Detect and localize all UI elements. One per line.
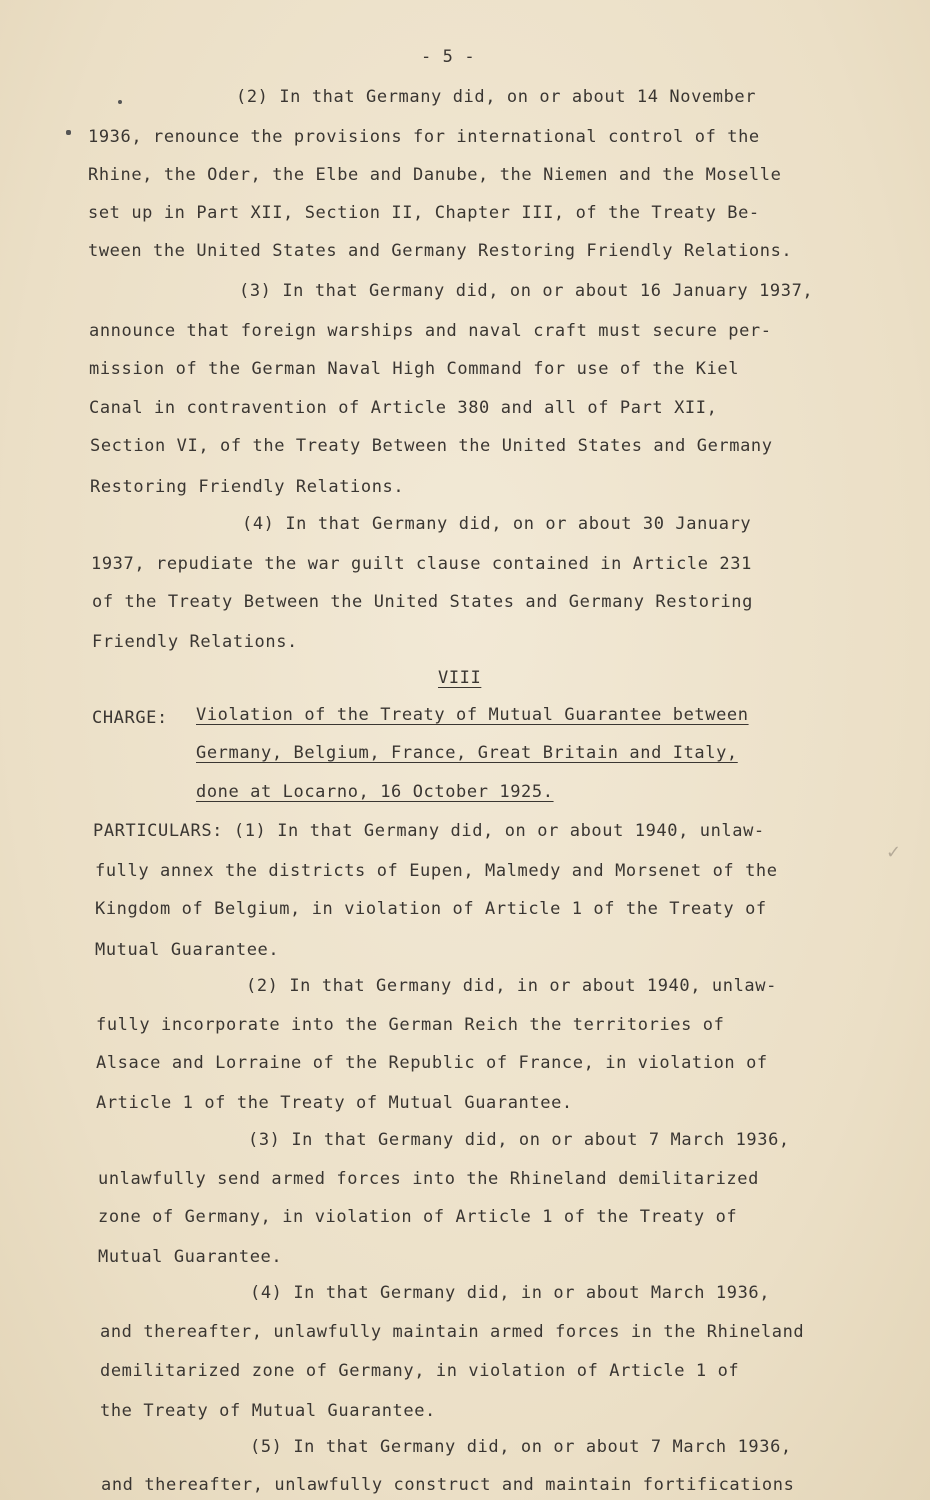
text-line: (5) In that Germany did, on or about 7 March 1936,: [250, 1437, 792, 1457]
text-line: (2) In that Germany did, in or about 1940, unlaw-: [246, 976, 777, 996]
check-mark-icon: ✓: [886, 842, 902, 863]
page-number: - 5 -: [421, 47, 476, 67]
text-line: Restoring Friendly Relations.: [90, 477, 405, 497]
text-line: (4) In that Germany did, in or about March 1936,: [250, 1283, 771, 1303]
text-line: unlawfully send armed forces into the Rhineland demilitarized: [98, 1169, 759, 1189]
text-line: fully incorporate into the German Reich the territories of: [96, 1015, 725, 1035]
text-line: Kingdom of Belgium, in violation of Article 1 of the Treaty of: [95, 899, 767, 919]
text-line: 1936, renounce the provisions for international control of the: [88, 127, 760, 147]
text-line: set up in Part XII, Section II, Chapter III, of the Treaty Be-: [88, 203, 760, 223]
text-line: Rhine, the Oder, the Elbe and Danube, the Niemen and the Moselle: [88, 165, 782, 185]
charge-text: done at Locarno, 16 October 1925.: [196, 782, 554, 802]
text-line: Friendly Relations.: [92, 632, 298, 652]
text-line: (3) In that Germany did, on or about 7 March 1936,: [248, 1130, 790, 1150]
charge-text: Violation of the Treaty of Mutual Guarantee between: [196, 705, 749, 725]
text-line: Canal in contravention of Article 380 and all of Part XII,: [89, 398, 718, 418]
text-line: tween the United States and Germany Restoring Friendly Relations.: [88, 241, 793, 261]
margin-mark: [118, 100, 122, 104]
text-line: and thereafter, unlawfully construct and maintain fortifications: [101, 1475, 795, 1495]
text-line: Mutual Guarantee.: [98, 1247, 283, 1267]
charge-text: Germany, Belgium, France, Great Britain and Italy,: [196, 743, 738, 763]
text-line: announce that foreign warships and naval craft must secure per-: [89, 321, 772, 341]
text-line: Mutual Guarantee.: [95, 940, 280, 960]
text-line: (2) In that Germany did, on or about 14 November: [236, 87, 757, 107]
text-line: Section VI, of the Treaty Between the United States and Germany: [90, 436, 773, 456]
text-line: fully annex the districts of Eupen, Malmedy and Morsenet of the: [95, 861, 778, 881]
section-heading: VIII: [438, 668, 482, 688]
text-line: demilitarized zone of Germany, in violation of Article 1 of: [100, 1361, 740, 1381]
text-line: (4) In that Germany did, on or about 30 January: [242, 514, 752, 534]
text-line: mission of the German Naval High Command for use of the Kiel: [89, 359, 740, 379]
text-line: of the Treaty Between the United States and Germany Restoring: [92, 592, 753, 612]
text-line: the Treaty of Mutual Guarantee.: [100, 1401, 436, 1421]
margin-mark: [66, 130, 71, 135]
text-line: zone of Germany, in violation of Article 1 of the Treaty of: [98, 1207, 738, 1227]
text-line: Alsace and Lorraine of the Republic of France, in violation of: [96, 1053, 768, 1073]
text-line: 1937, repudiate the war guilt clause contained in Article 231: [91, 554, 752, 574]
charge-label: CHARGE:: [92, 708, 168, 728]
text-line: and thereafter, unlawfully maintain armed forces in the Rhineland: [100, 1322, 805, 1342]
text-line: Article 1 of the Treaty of Mutual Guarantee.: [96, 1093, 573, 1113]
text-line: (3) In that Germany did, on or about 16 January 1937,: [239, 281, 814, 301]
text-line: PARTICULARS: (1) In that Germany did, on or about 1940, unlaw-: [93, 821, 765, 841]
